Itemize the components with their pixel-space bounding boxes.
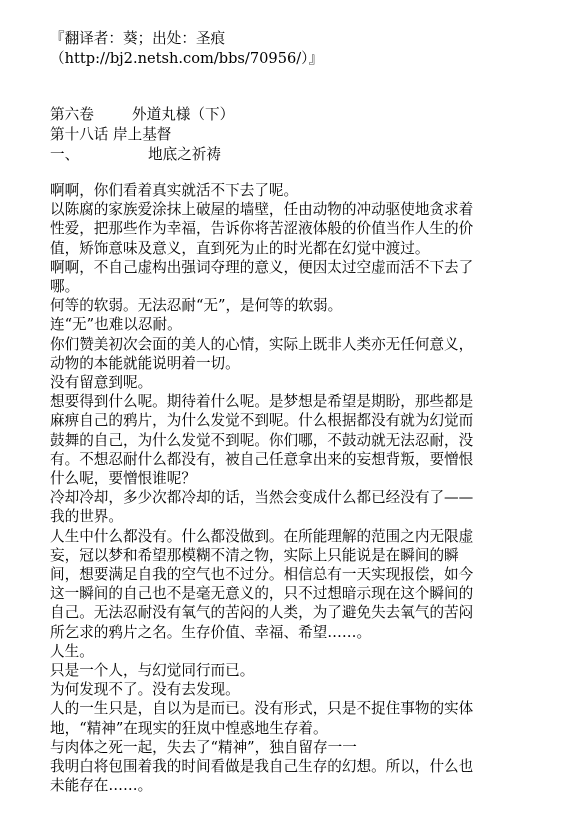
volume-title: 外道丸様（下）: [132, 106, 235, 123]
episode-heading: 第十八话 岸上基督: [50, 126, 172, 143]
body-line: 间，想要满足自我的空气也不过分。相信总有一天实现报偿，如今: [50, 566, 474, 583]
body-line: 所乞求的鸦片之名。生存价值、幸福、希望……。: [50, 623, 372, 641]
body-line: 连“无”也难以忍耐。: [50, 316, 182, 334]
body-line: 妄，冠以梦和希望那模糊不清之物，实际上只能说是在瞬间的瞬: [50, 546, 459, 564]
body-line: 没有留意到呢。: [50, 374, 153, 391]
section-label: 一、: [50, 146, 80, 163]
body-line: 啊啊，你们看着真实就活不下去了呢。: [50, 182, 299, 199]
volume-heading: [50, 105, 234, 124]
source-url-line: （http://bj2.netsh.com/bbs/70956/）』: [50, 50, 324, 67]
body-line: 冷却冷却，多少次都冷却的话，当然会变成什么都已经没有了——: [50, 489, 474, 507]
body-line: 未能存在……。: [50, 777, 153, 795]
body-line: 什么呢，要憎恨谁呢？: [50, 470, 196, 487]
body-line: 何等的软弱。无法忍耐“无”，是何等的软弱。: [50, 297, 343, 315]
body-line: 自己。无法忍耐没有氧气的苦闷的人类，为了避免失去氧气的苦闷: [50, 604, 474, 622]
body-line: 我明白将包围着我的时间看做是我自己生存的幻想。所以，什么也: [50, 758, 474, 775]
body-line: 以陈腐的家族爱涂抹上破屋的墙壁，任由动物的冲动驱使地贪求着: [50, 201, 474, 219]
body-line: 想要得到什么呢。期待着什么呢。是梦想是希望是期盼，那些都是: [50, 393, 474, 411]
body-line: 只是一个人，与幻觉同行而已。: [50, 662, 255, 679]
section-heading: [50, 145, 221, 164]
body-line: 动物的本能就能说明着一切。: [50, 354, 240, 372]
body-line: 人生。: [50, 642, 94, 660]
body-line: 性爱，把那些作为幸福，告诉你将苦涩液体般的价值当作人生的价: [50, 220, 474, 238]
section-title: 地底之祈祷: [148, 146, 221, 163]
body-line: 人生中什么都没有。什么都没做到。在所能理解的范围之内无限虚: [50, 527, 474, 545]
body-line: 你们赞美初次会面的美人的心情，实际上既非人类亦无任何意义，: [50, 335, 474, 353]
body-line: 为何发现不了。没有去发现。: [50, 681, 240, 699]
body-line: 与肉体之死一起，失去了“精神”，独自留存一一: [50, 738, 357, 756]
body-line: 有。不想忍耐什么都没有，被自己任意拿出来的妄想背叛，要憎恨: [50, 450, 474, 468]
body-line: 我的世界。: [50, 508, 123, 526]
body-line: 这一瞬间的自己也不是毫无意义的，只不过想暗示现在这个瞬间的: [50, 585, 474, 603]
body-line: 鼓舞的自己，为什么发觉不到呢。你们哪，不鼓动就无法忍耐，没: [50, 431, 474, 449]
body-line: 麻痹自己的鸦片，为什么发觉不到呢。什么根据都没有就为幻觉而: [50, 412, 474, 430]
body-line: 值，矫饰意味及意义，直到死为止的时光都在幻觉中渡过。: [50, 239, 430, 257]
body-line: 人的一生只是，自以为是而已。没有形式，只是不捉住事物的实体: [50, 700, 474, 718]
body-line: 啊啊，不自己虚构出强词夺理的意义，便因太过空虚而活不下去了: [50, 258, 474, 276]
body-line: 哪。: [50, 278, 80, 295]
translator-credit-line: 『翻译者：葵；出处：圣痕: [50, 30, 226, 47]
body-line: 地，“精神”在现实的狂岚中惶惑地生存着。: [50, 719, 328, 737]
volume-label: 第六卷: [50, 106, 94, 123]
